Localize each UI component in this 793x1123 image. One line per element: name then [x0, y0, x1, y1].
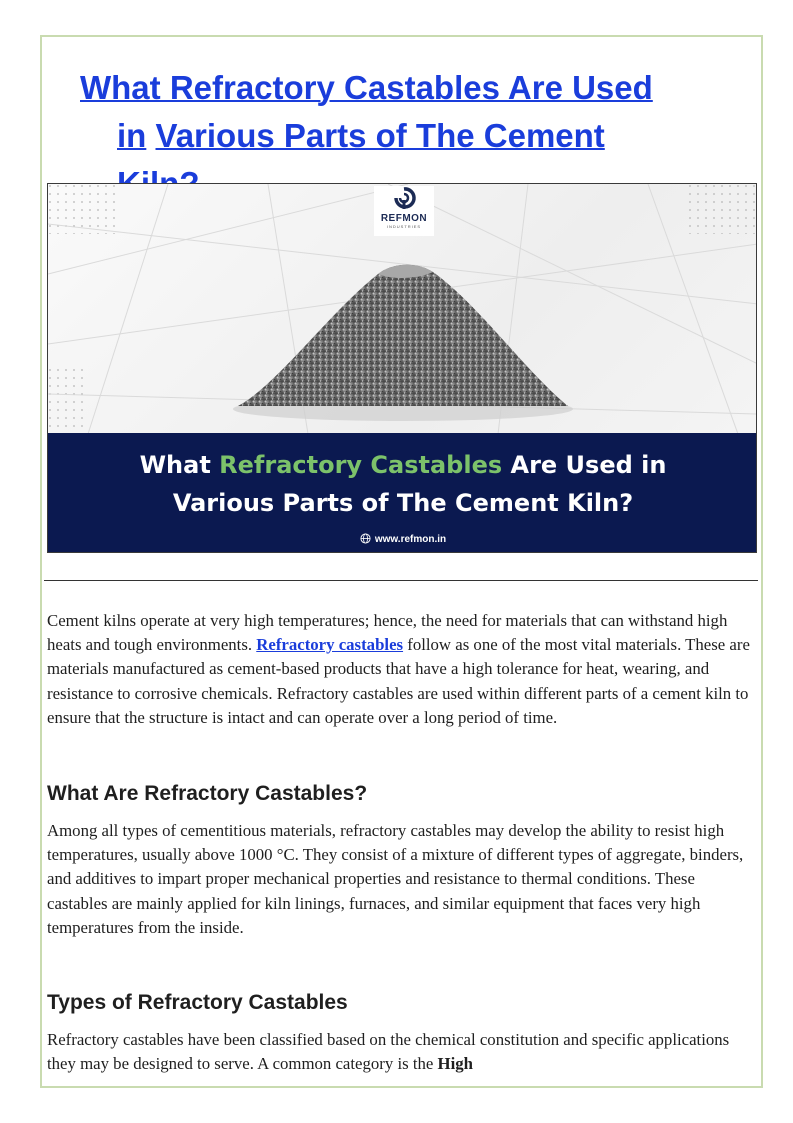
- section-paragraph-what-are: Among all types of cementitious materials, refractory castables may develop the ability to resist high temperatures, usually above 1000 °C. They consist of a mixture of different types of aggregate, binders, and additives to impart proper mechanical properties and resistance to thermal conditions. These castables are mainly applied for kiln linings, furnaces, and similar equipment that faces very high temperatures from the inside.: [47, 821, 744, 937]
- types-bold-tail: High: [437, 1054, 473, 1074]
- banner-line1-post: Are Used in: [502, 451, 667, 479]
- banner-line2: Various Parts of The Cement Kiln?: [172, 489, 634, 517]
- banner-website: [48, 533, 757, 545]
- section-paragraph-types: [47, 1028, 751, 1076]
- website-text: www.refmon.in: [374, 534, 447, 545]
- banner-line1-pre: What: [139, 451, 220, 479]
- hero-banner: [48, 433, 757, 553]
- refmon-logo: [374, 186, 434, 236]
- horizontal-divider: [44, 580, 758, 581]
- section-heading-what-are: What Are Refractory Castables?: [47, 782, 368, 805]
- title-link-part1[interactable]: What Refractory Castables Are Used: [80, 69, 653, 106]
- banner-line1-highlight: Refractory Castables: [219, 451, 503, 479]
- logo-subtitle: INDUSTRIES: [386, 224, 422, 229]
- section-heading-types: Types of Refractory Castables: [47, 991, 348, 1014]
- types-body-text: Refractory castables have been classified based on the chemical constitution and specific applications they may be designed to serve. A common category is the: [47, 1030, 730, 1074]
- intro-text-before: Cement kilns operate at very high temperatures; hence, the need for materials that can withstand high heats and tough environments.: [47, 611, 728, 655]
- intro-text-after: follow as one of the most vital materials. These are materials manufactured as cement-based products that have a high tolerance for heat, wearing, and resistance to corrosive chemicals. Refractory castables are used within different parts of a cement kiln to ensure that the structure is intact and can operate over a long period of time.: [47, 635, 750, 727]
- title-link-part2[interactable]: in: [117, 117, 147, 154]
- globe-icon: [360, 533, 371, 544]
- intro-paragraph: [47, 609, 751, 730]
- title-link-part3[interactable]: Various Parts of The Cement: [155, 117, 605, 154]
- refmon-logo-mark-icon: [391, 186, 417, 210]
- logo-name: REFMON: [380, 213, 428, 224]
- refractory-castables-link[interactable]: Refractory castables: [256, 635, 404, 655]
- banner-title: [48, 446, 757, 522]
- hero-image: [47, 183, 757, 553]
